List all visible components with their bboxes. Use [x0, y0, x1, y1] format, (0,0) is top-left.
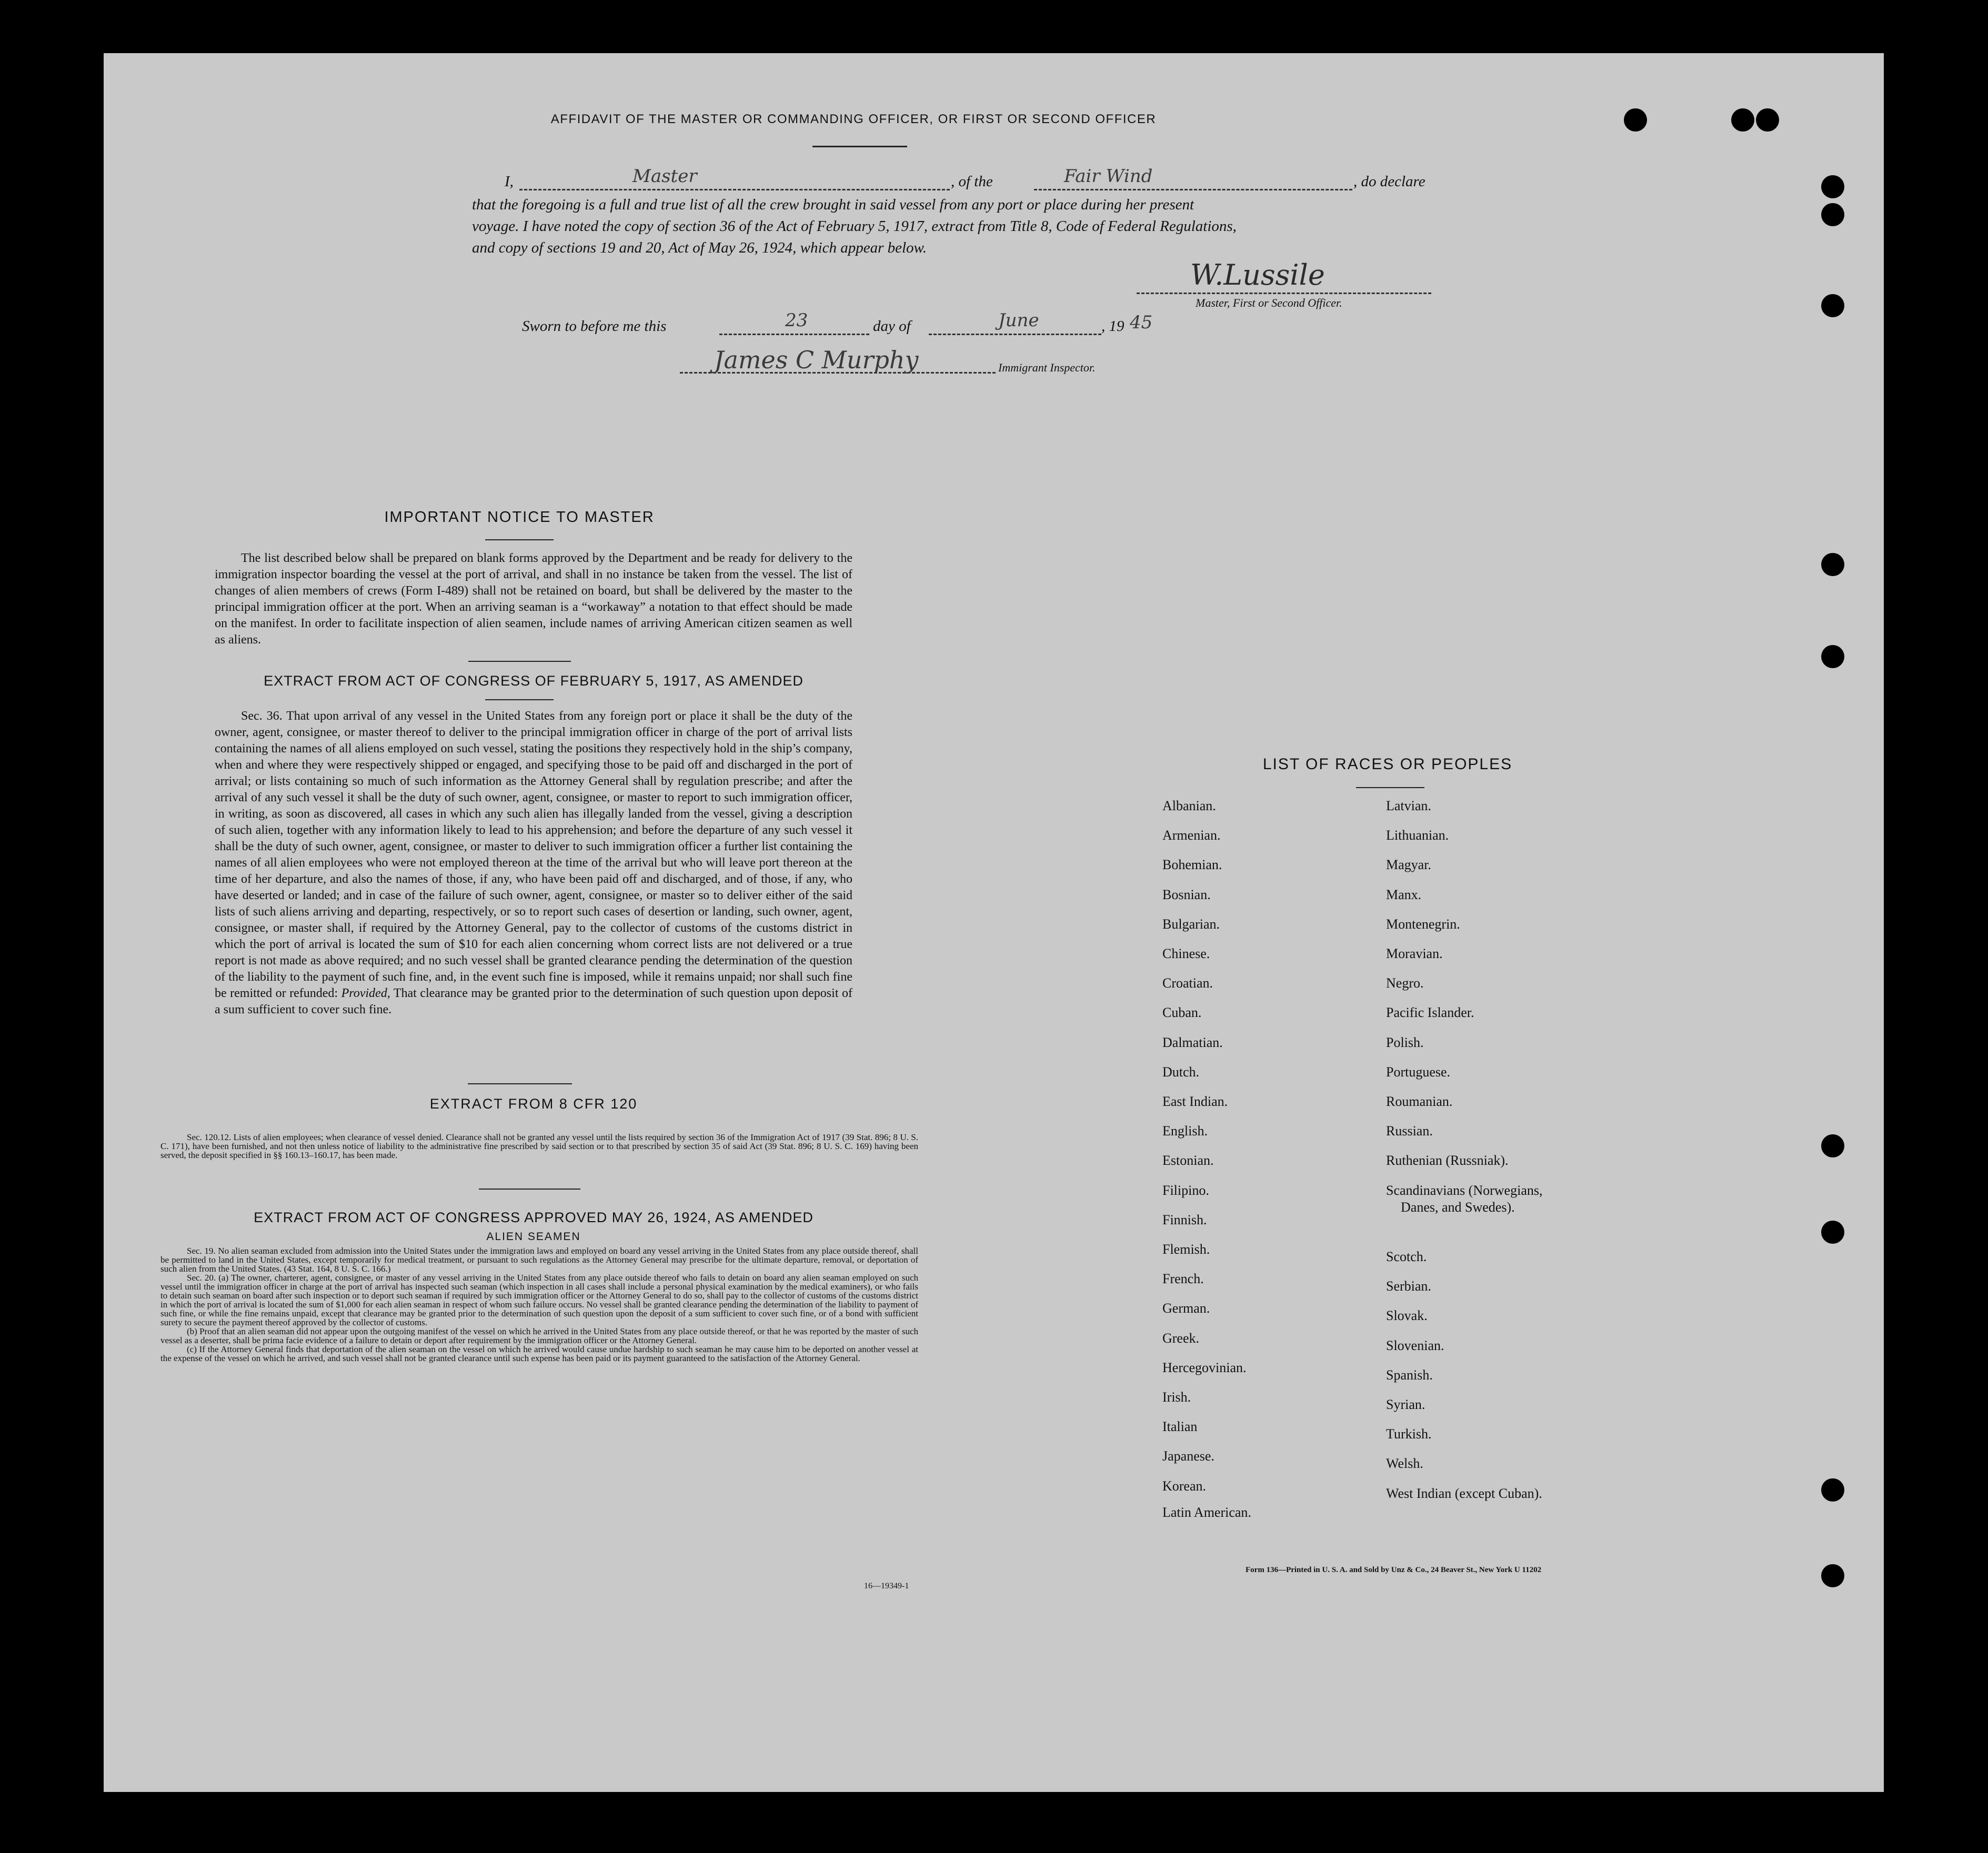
punch-hole — [1821, 294, 1844, 317]
race-item: Cuban. — [1162, 1005, 1202, 1021]
race-item: Serbian. — [1386, 1278, 1431, 1294]
affidavit-declare: , do declare — [1353, 173, 1425, 190]
signature-line — [1137, 293, 1431, 294]
race-item: Korean. — [1162, 1478, 1207, 1494]
inspector-signature: James C Murphy — [714, 346, 919, 374]
race-item: Flemish. — [1162, 1242, 1210, 1257]
extract-1924-title: EXTRACT FROM ACT OF CONGRESS APPROVED MAY 26, 1924, AS AMENDED — [254, 1210, 814, 1225]
race-item: Greek. — [1162, 1330, 1200, 1346]
race-item: Scotch. — [1386, 1249, 1427, 1264]
vessel-line — [1034, 189, 1352, 190]
year-prefix: , 19 — [1101, 318, 1124, 335]
race-item: French. — [1162, 1271, 1204, 1287]
race-item: Scandinavians (Norwegians, — [1386, 1182, 1543, 1198]
affidavit-of-the: , of the — [951, 173, 993, 190]
extract-cfr-title: EXTRACT FROM 8 CFR 120 — [429, 1096, 638, 1112]
race-item: Roumanian. — [1386, 1094, 1453, 1109]
section-20a-text: Sec. 20. (a) The owner, charterer, agent, consignee, or master of any vessel arriving in the United States from any place outside thereof who fails to detain on board any alien seaman employed on such vessel until the immigration officer in charge at the port of arrival has inspected such seaman (which inspection in all cases shall include a personal physical examination by the medical examiners), or who fails to detain such seaman on board after such inspection or to deport such seaman if required by such immigration officer or the Attorney General to do so, shall pay to the collector of customs of the customs district in which the port of arrival is located the sum of $1,000 for each alien seaman in respect of whom such failure occurs. No vessel shall be granted clearance pending the determination of the liability to payment of such fine, or while the fine remains unpaid, except that clearance may be granted prior to the determination of such question upon the deposit of a sum sufficient to cover such fine, or of a bond with sufficient surety to secure the payment thereof approved by the collector of customs. — [160, 1273, 918, 1327]
race-item: Lithuanian. — [1386, 828, 1449, 843]
race-item: Latvian. — [1386, 798, 1431, 813]
race-item: Manx. — [1386, 887, 1422, 902]
races-title: LIST OF RACES OR PEOPLES — [1262, 756, 1513, 773]
punch-hole — [1821, 1478, 1844, 1502]
race-item: Irish. — [1162, 1389, 1191, 1405]
divider — [468, 1083, 572, 1084]
month-line — [929, 334, 1101, 335]
race-item: Dalmatian. — [1162, 1034, 1223, 1050]
divider — [485, 699, 554, 700]
day-handwritten: 23 — [785, 310, 808, 331]
race-item: Pacific Islander. — [1386, 1005, 1474, 1021]
day-of-text: day of — [873, 318, 911, 335]
race-item: German. — [1162, 1301, 1210, 1316]
race-item: Russian. — [1386, 1123, 1433, 1139]
race-item: Welsh. — [1386, 1456, 1423, 1472]
race-item: Bohemian. — [1162, 857, 1222, 873]
vessel-handwritten: Fair Wind — [1064, 166, 1153, 187]
race-item: Japanese. — [1162, 1448, 1214, 1464]
race-item: Hercegovinian. — [1162, 1359, 1247, 1375]
race-item: Chinese. — [1162, 946, 1210, 961]
race-item: Finnish. — [1162, 1212, 1207, 1227]
race-item: Slovak. — [1386, 1308, 1428, 1324]
punch-hole — [1821, 203, 1844, 226]
race-item: Albanian. — [1162, 798, 1216, 813]
race-item: Filipino. — [1162, 1182, 1209, 1198]
notice-title: IMPORTANT NOTICE TO MASTER — [384, 509, 655, 526]
punch-hole — [1624, 108, 1647, 132]
race-item: Latin American. — [1162, 1504, 1251, 1520]
divider — [1356, 787, 1424, 788]
inspector-caption: Immigrant Inspector. — [998, 361, 1096, 374]
race-item: Bulgarian. — [1162, 916, 1220, 932]
race-item: Dutch. — [1162, 1064, 1200, 1080]
divider — [468, 661, 571, 662]
race-item: Montenegrin. — [1386, 916, 1460, 932]
section-36-text: Sec. 36. That upon arrival of any vessel in the United States from any foreign port or place it shall be the duty of the owner, agent, consignee, or master thereof to deliver to the principal immigration officer in charge of the port of arrival lists containing the names of all aliens employed on such vessel, stating the positions they respectively hold in the ship’s company, when and where they were respectively shipped or engaged, and specifying those to be paid off and discharged in the port of arrival; or lists containing so much of such information as the Attorney General shall by regulation prescribe; and after the arrival of any such vessel it shall be the duty of such owner, agent, consignee, or master to report to such immigration officer, in writing, as soon as discovered, all cases in which any such alien has illegally landed from the vessel, giving a description of such alien, together with any information likely to lead to his apprehension; and before the departure of any such vessel it shall be the duty of such owner, agent, consignee, or master to deliver to such immigration officer a further list containing the names of all alien employees who were not employed thereon at the time of the arrival but who will leave port thereon at the time of her departure, and also the names of those, if any, who have been paid off and discharged, and of those, if any, who have deserted or landed; and in case of the failure of such owner, agent, consignee, or master so to deliver either of the said lists of such aliens arriving and departing, respectively, or so to report such cases of desertion or landing, such owner, agent, consignee, or master shall, if required by the Attorney General, pay to the collector of customs of the customs district in which the port of arrival is located the sum of $10 for each alien concerning whom correct lists are not delivered or a true report is not made as above required; and no such vessel shall be granted clearance pending the determination of the question of the liability to the payment of such fine, and, in the event such fine is imposed, while it remains unpaid; nor shall such fine be remitted or refunded: — [215, 709, 852, 1000]
affidavit-pronoun: I, — [505, 173, 514, 190]
affidavit-title: AFFIDAVIT OF THE MASTER OR COMMANDING OFFICER, OR FIRST OR SECOND OFFICER — [550, 112, 1157, 126]
race-item: Armenian. — [1162, 828, 1221, 843]
extract-1917-title: EXTRACT FROM ACT OF CONGRESS OF FEBRUARY 5, 1917, AS AMENDED — [264, 673, 804, 689]
punch-hole — [1756, 108, 1779, 132]
notice-text: The list described below shall be prepared on blank forms approved by the Department and be ready for delivery to the immigration inspector boarding the vessel at the port of arrival, and shall in no instance be taken from the vessel. The list of changes of alien members of crews (Form I-489) shall not be retained on board, but shall be delivered by the master to the principal immigration officer at the port. When an arriving seaman is a “workaway” a notation to that effect should be made on the manifest. In order to facilitate inspection of alien seamen, include names of arriving American citizen seamen as well as aliens. — [215, 551, 852, 647]
master-handwritten: Master — [632, 166, 697, 187]
race-item: Polish. — [1386, 1034, 1424, 1050]
affidavit-body-line: and copy of sections 19 and 20, Act of May 26, 1924, which appear below. — [472, 239, 927, 256]
extract-1917-text — [215, 708, 852, 1018]
race-item: English. — [1162, 1123, 1208, 1139]
punch-hole — [1821, 1564, 1844, 1587]
punch-hole — [1821, 645, 1844, 668]
section-20c-text: (c) If the Attorney General finds that deportation of the alien seaman on the vessel on which he arrived would cause undue hardship to such seaman he may cause him to be deported on another vessel at the expense of the vessel on which he arrived, and such vessel shall not be granted clearance until such expense has been paid or its payment guaranteed to the satisfaction of the Attorney General. — [160, 1344, 918, 1363]
divider — [485, 539, 554, 540]
race-item: Estonian. — [1162, 1153, 1214, 1169]
punch-hole — [1821, 1221, 1844, 1244]
race-item: Moravian. — [1386, 946, 1443, 961]
race-item: Ruthenian (Russniak). — [1386, 1153, 1509, 1169]
master-signature: W.Lussile — [1190, 258, 1325, 291]
race-item: Portuguese. — [1386, 1064, 1451, 1080]
divider — [812, 146, 907, 147]
race-item: Syrian. — [1386, 1397, 1425, 1412]
affidavit-body-line: voyage. I have noted the copy of section 36 of the Act of February 5, 1917, extract from Title 8, Code of Federal Regulations, — [472, 218, 1237, 235]
extract-cfr-text: Sec. 120.12. Lists of alien employees; when clearance of vessel denied. Clearance shall not be granted any vessel until the lists required by section 36 of the Immigration Act of 1917 (39 Stat. 896; 8 U. S. C. 171), have been furnished, and not then unless notice of liability to the administrative fine prescribed by said section or to that prescribed by section 35 of said Act (39 Stat. 896; 8 U. S. C. 169) having been served, the deposit specified in §§ 160.13–160.17, has been made. — [160, 1132, 918, 1160]
document-page — [104, 53, 1884, 1792]
punch-hole — [1821, 553, 1844, 576]
race-item: Italian — [1162, 1419, 1198, 1435]
race-item: Bosnian. — [1162, 887, 1211, 902]
section-19-text: Sec. 19. No alien seaman excluded from admission into the United States under the immigration laws and employed on board any vessel arriving in the United States from any place outside thereof, shall be permitted to land in the United States, except temporarily for medical treatment, or pursuant to such regulations as the Attorney General may prescribe for the ultimate departure, removal, or deportation of such alien from the United States. (43 Stat. 164, 8 U. S. C. 166.) — [160, 1246, 918, 1274]
month-handwritten: June — [998, 310, 1039, 331]
race-item: Spanish. — [1386, 1367, 1433, 1383]
extract-1924-text — [160, 1246, 918, 1363]
year-handwritten: 45 — [1130, 312, 1153, 333]
race-item: Slovenian. — [1386, 1337, 1444, 1353]
form-code: 16—19349-1 — [864, 1582, 909, 1590]
provided-word: Provided, — [341, 986, 390, 1000]
race-item: East Indian. — [1162, 1094, 1228, 1109]
section-36-proviso: That clearance may be granted prior to the determination of such question upon deposit of a sum sufficient to cover such fine. — [215, 986, 852, 1016]
affidavit-body-line: that the foregoing is a full and true list of all the crew brought in said vessel from any port or place during her present — [472, 196, 1194, 213]
extract-1924-subtitle: ALIEN SEAMEN — [486, 1231, 581, 1243]
sworn-text: Sworn to before me this — [522, 318, 667, 335]
divider — [479, 1189, 580, 1190]
race-item: Danes, and Swedes). — [1401, 1199, 1515, 1215]
race-item: Turkish. — [1386, 1426, 1432, 1442]
punch-hole — [1731, 108, 1754, 132]
punch-hole — [1821, 1134, 1844, 1157]
day-line — [719, 334, 869, 335]
name-line — [519, 189, 950, 190]
race-item: Croatian. — [1162, 975, 1213, 991]
race-item: Magyar. — [1386, 857, 1431, 873]
punch-hole — [1821, 175, 1844, 198]
race-item: West Indian (except Cuban). — [1386, 1485, 1542, 1501]
signature-caption: Master, First or Second Officer. — [1196, 296, 1342, 309]
section-20b-text: (b) Proof that an alien seaman did not appear upon the outgoing manifest of the vessel on which he arrived in the United States from any place outside thereof, or that he was reported by the master of such vessel as a deserter, shall be prima facie evidence of a failure to detain or deport after requirement by the immigration officer or the Attorney General. — [160, 1326, 918, 1345]
race-item: Negro. — [1386, 975, 1424, 991]
form-footer: Form 136—Printed in U. S. A. and Sold by Unz & Co., 24 Beaver St., New York U 11202 — [1246, 1566, 1542, 1574]
